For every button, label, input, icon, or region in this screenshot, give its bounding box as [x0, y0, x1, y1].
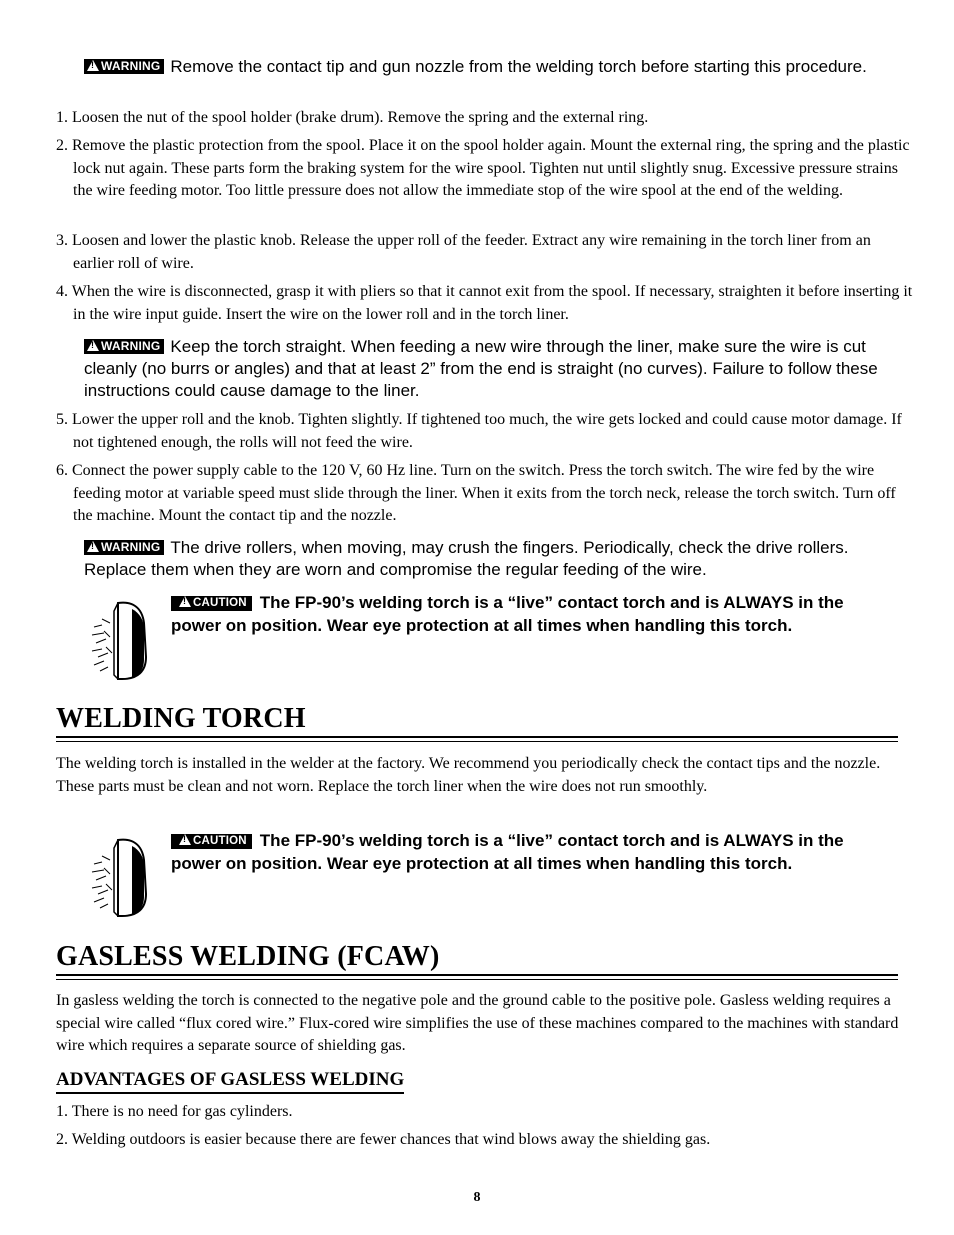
caution-label: !CAUTION	[171, 834, 252, 849]
page-number: 8	[473, 1190, 481, 1205]
warning-triangle-icon	[87, 60, 99, 71]
warning-text: Remove the contact tip and gun nozzle from the welding torch before starting this procedure.	[170, 57, 867, 76]
step-4: 4. When the wire is disconnected, grasp it with pliers so that it cannot exit from the spool. If necessary, straighten it before inserting it in the wire input guide. Insert the wire on the lower roll and in the torch liner.	[56, 283, 913, 323]
step-3: 3. Loosen and lower the plastic knob. Release the upper roll of the feeder. Extract any wire remaining in the torch liner from an earlier roll of wire.	[56, 232, 871, 272]
warning-triangle-icon	[87, 340, 99, 351]
heading-rule	[56, 741, 898, 742]
warning-label: !WARNING	[84, 540, 164, 555]
caution-text: The FP-90’s welding torch is a “live” contact torch and is ALWAYS in the power on position. Wear eye protection at all times when handling this torch.	[171, 831, 844, 873]
warning-note-1	[84, 56, 884, 78]
section-heading-gasless-welding: GASLESS WELDING (FCAW)	[56, 941, 440, 972]
advantage-item-1: 1. There is no need for gas cylinders.	[56, 1103, 293, 1120]
step-1: 1. Loosen the nut of the spool holder (brake drum). Remove the spring and the external ring.	[56, 109, 649, 126]
advantage-item-2: 2. Welding outdoors is easier because there are fewer chances that wind blows away the shielding gas.	[56, 1131, 711, 1148]
welding-helmet-icon	[88, 834, 158, 920]
welding-helmet-icon	[88, 597, 158, 683]
section-heading-welding-torch: WELDING TORCH	[56, 703, 306, 734]
gasless-paragraph: In gasless welding the torch is connected to the negative pole and the ground cable to the positive pole. Gasless welding requires a special wire called “flux cored wire.” Flux-cored wire simplifies the use of these machines compared to the machines with standard wire which requires a separate source of shielding gas.	[56, 992, 899, 1054]
heading-rule	[56, 979, 898, 980]
warning-label: !WARNING	[84, 339, 164, 354]
caution-note-1	[171, 592, 871, 637]
warning-text: The drive rollers, when moving, may crush the fingers. Periodically, check the drive rollers. Replace them when they are worn and compromise the regular feeding of the wire.	[84, 538, 849, 579]
heading-rule	[56, 736, 898, 738]
subheading-advantages: ADVANTAGES OF GASLESS WELDING	[56, 1069, 404, 1094]
warning-triangle-icon	[87, 541, 99, 552]
step-6: 6. Connect the power supply cable to the 120 V, 60 Hz line. Turn on the switch. Press the torch switch. The wire fed by the wire feeding motor at variable speed must slide through the liner. When it exits from the torch neck, release the torch switch. Turn off the machine. Mount the contact tip and the nozzle.	[56, 462, 896, 524]
step-2: 2. Remove the plastic protection from the spool. Place it on the spool holder again. Mount the external ring, the spring and the plastic lock nut again. These parts form the braking system for the wire spool. Tighten nut until slightly snug. Excessive pressure strains the wire feeding motor. Too little pressure does not allow the immediate stop of the wire spool at the end of the welding.	[56, 137, 910, 199]
warning-text: Keep the torch straight. When feeding a new wire through the liner, make sure the wire is cut cleanly (no burrs or angles) and that at least 2” from the end is straight (no curves). Failure to follow these instructions could cause damage to the liner.	[84, 337, 878, 400]
caution-label: !CAUTION	[171, 596, 252, 611]
welding-torch-paragraph: The welding torch is installed in the welder at the factory. We recommend you periodically check the contact tips and the nozzle. These parts must be clean and not worn. Replace the torch liner when the wire does not run smoothly.	[56, 755, 881, 795]
warning-note-2	[84, 336, 884, 402]
step-5: 5. Lower the upper roll and the knob. Tighten slightly. If tightened too much, the wire gets locked and could cause motor damage. If not tightened enough, the rolls will not feed the wire.	[56, 411, 902, 451]
warning-note-3	[84, 537, 884, 581]
caution-text: The FP-90’s welding torch is a “live” contact torch and is ALWAYS in the power on position. Wear eye protection at all times when handling this torch.	[171, 593, 844, 635]
warning-triangle-icon	[179, 596, 191, 607]
warning-triangle-icon	[179, 834, 191, 845]
caution-note-2	[171, 830, 871, 875]
warning-label: !WARNING	[84, 59, 164, 74]
heading-rule	[56, 974, 898, 976]
